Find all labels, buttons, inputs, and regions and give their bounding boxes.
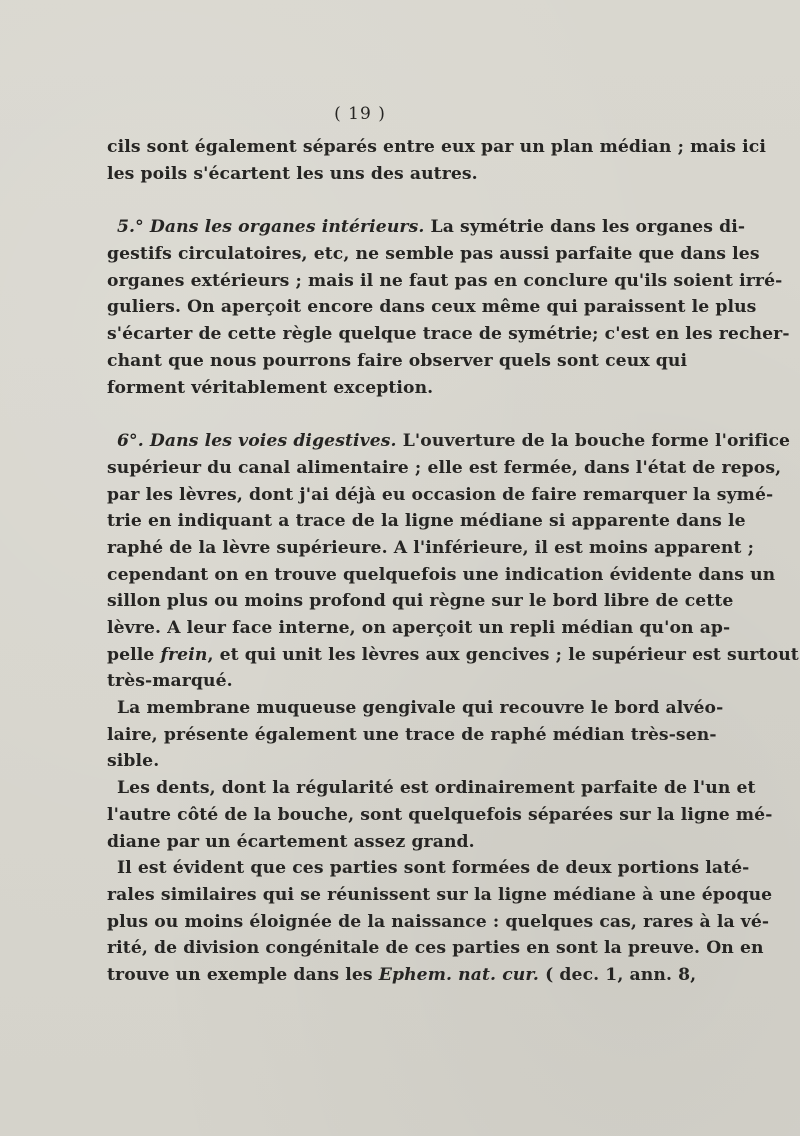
text-line: trie en indiquant a trace de la ligne médiane si apparente dans le (107, 511, 746, 532)
text-line: sillon plus ou moins profond qui règne sur le bord libre de cette (107, 591, 734, 612)
section-heading: 6°. Dans les voies digestives. (117, 431, 397, 452)
paragraph-voies-digestives (107, 428, 799, 695)
text-line (107, 962, 697, 989)
italic-term-frein: frein (160, 644, 208, 665)
text-line: s'écarter de cette règle quelque trace de symétrie; c'est en les recher- (107, 324, 790, 345)
section-heading: 5.° Dans les organes intérieurs. (117, 217, 425, 238)
text-line: lèvre. A leur face interne, on aperçoit un repli médian qu'on ap- (107, 618, 731, 638)
text-fragment: , et qui unit les lèvres aux gencives ; le supérieur est surtout (207, 644, 799, 665)
text-line: sible. (107, 751, 160, 772)
paragraph-dents (107, 775, 773, 855)
text-fragment: L'ouverture de la bouche forme l'orifice (396, 431, 791, 452)
text-line (107, 642, 799, 669)
text-fragment: ( dec. 1, ann. 8, (539, 964, 697, 985)
text-fragment: trouve un exemple dans les (107, 964, 379, 985)
text-line (107, 428, 791, 455)
body-text (107, 134, 799, 989)
text-line: chant que nous pourrons faire observer quels sont ceux qui (107, 350, 688, 371)
paragraph-parties-laterales (107, 855, 773, 988)
text-fragment: La symétrie dans les organes di- (424, 217, 746, 238)
text-line: plus ou moins éloignée de la naissance : quelques cas, rares à la vé- (107, 911, 770, 932)
text-fragment: pelle (107, 644, 161, 665)
text-line: rales similaires qui se réunissent sur la ligne médiane à une époque (107, 884, 773, 905)
text-line: très-marqué. (107, 671, 233, 692)
text-line: guliers. On aperçoit encore dans ceux même qui paraissent le plus (107, 297, 757, 318)
text-line: supérieur du canal alimentaire ; elle est fermée, dans l'état de repos, (107, 457, 782, 478)
text-line: gestifs circulatoires, etc, ne semble pas aussi parfaite que dans les (107, 244, 760, 265)
text-line: raphé de la lèvre supérieure. A l'inférieure, il est moins apparent ; (107, 537, 755, 558)
text-line: diane par un écartement assez grand. (107, 831, 475, 852)
text-line: cependant on en trouve quelquefois une indication évidente dans un (107, 564, 776, 585)
text-line: laire, présente également une trace de raphé médian très-sen- (107, 724, 717, 745)
text-line: Il est évident que ces parties sont formées de deux portions laté- (117, 858, 750, 879)
text-line: l'autre côté de la bouche, sont quelquefois séparées sur la ligne mé- (107, 804, 773, 825)
paragraph-organes-interieurs (107, 214, 790, 401)
paragraph-continuation (107, 134, 766, 187)
text-line: les poils s'écartent les uns des autres. (107, 163, 478, 184)
paragraph-membrane (107, 695, 724, 775)
text-line (107, 214, 746, 241)
text-line: organes extérieurs ; mais il ne faut pas en conclure qu'ils soient irré- (107, 270, 783, 291)
text-line: cils sont également séparés entre eux par un plan médian ; mais ici (107, 137, 766, 157)
page-number: ( 19 ) (334, 104, 386, 124)
text-line: par les lèvres, dont j'ai déjà eu occasion de faire remarquer la symé- (107, 484, 774, 505)
text-line: forment véritablement exception. (107, 377, 434, 398)
italic-citation: Ephem. nat. cur. (378, 964, 540, 985)
text-line: rité, de division congénitale de ces parties en sont la preuve. On en (107, 938, 764, 959)
text-line: Les dents, dont la régularité est ordinairement parfaite de l'un et (117, 778, 756, 799)
text-line: La membrane muqueuse gengivale qui recouvre le bord alvéo- (117, 698, 724, 719)
